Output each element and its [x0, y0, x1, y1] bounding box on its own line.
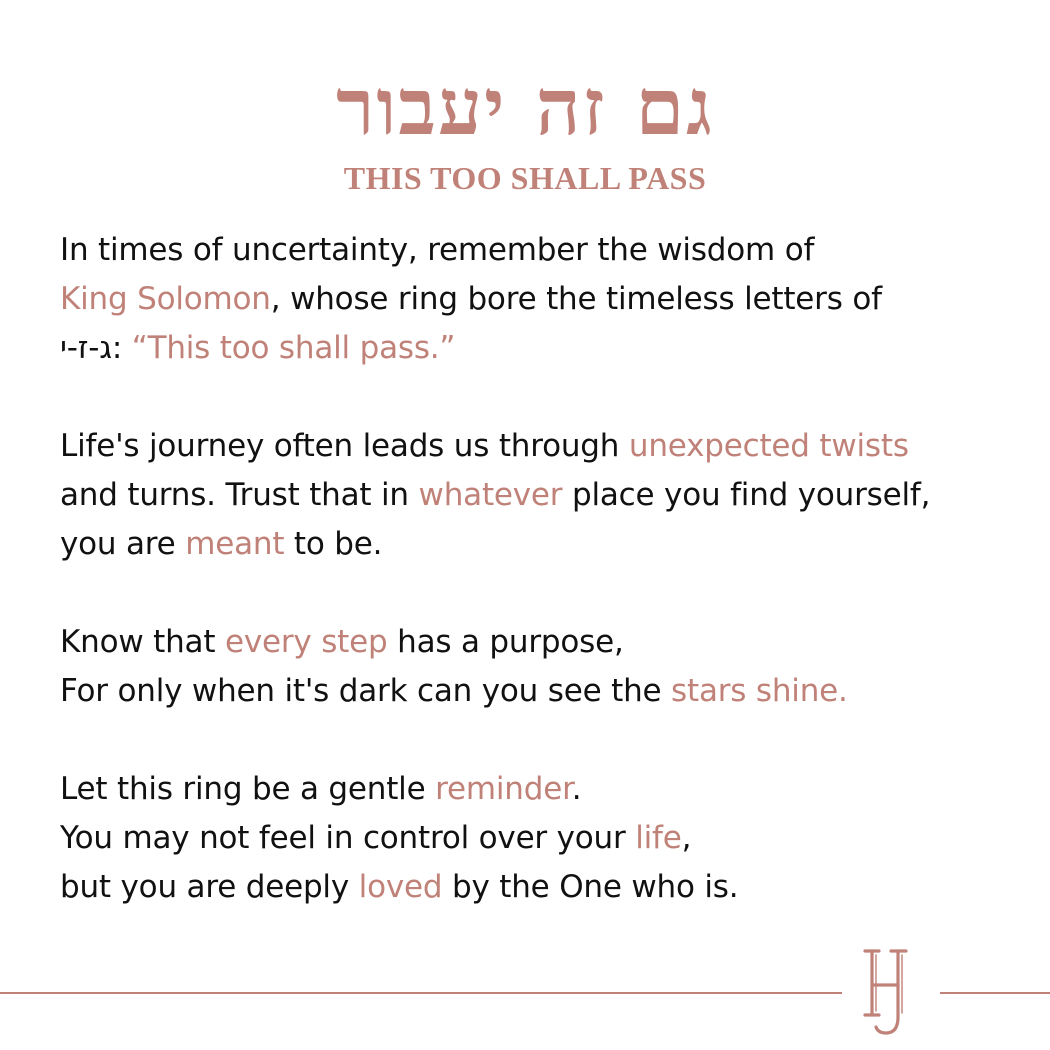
- text-span: You may not feel in control over your: [60, 820, 636, 856]
- text-span: and turns. Trust that in: [60, 477, 419, 513]
- paragraph-3-line-2: [60, 667, 1030, 716]
- paragraph-2-line-1: [60, 422, 1030, 471]
- text-span: Let this ring be a gentle: [60, 771, 436, 807]
- body-text: [60, 226, 1030, 912]
- highlight-life: life: [635, 820, 682, 856]
- paragraph-3-line-1: [60, 618, 1030, 667]
- highlight-stars-shine: stars shine.: [671, 673, 848, 709]
- highlight-unexpected-twists: unexpected twists: [628, 428, 909, 464]
- hj-monogram-icon: [850, 945, 930, 1040]
- paragraph-1-line-1: [60, 226, 1030, 275]
- text-span: .: [571, 771, 582, 807]
- highlight-loved: loved: [358, 869, 443, 905]
- paragraph-2-line-3: [60, 520, 1030, 569]
- text-span: to be.: [284, 526, 383, 562]
- highlight-quote: “This too shall pass.”: [131, 330, 456, 366]
- english-subtitle: THIS TOO SHALL PASS: [343, 160, 707, 196]
- text-span: Life's journey often leads us through: [60, 428, 629, 464]
- text-span: , whose ring bore the timeless letters of: [270, 281, 882, 317]
- text-span: For only when it's dark can you see the: [60, 673, 672, 709]
- paragraph-gap: [60, 716, 1030, 765]
- paragraph-gap: [60, 373, 1030, 422]
- highlight-every-step: every step: [224, 624, 388, 660]
- text-span: has a purpose,: [387, 624, 624, 660]
- highlight-whatever: whatever: [418, 477, 563, 513]
- paragraph-4-line-3: [60, 863, 1030, 912]
- hebrew-initials: ג-ז-י: [60, 330, 112, 366]
- text-span: Know that: [60, 624, 225, 660]
- text-span: by the One who is.: [442, 869, 739, 905]
- text-span: place you find yourself,: [562, 477, 931, 513]
- highlight-reminder: reminder: [435, 771, 572, 807]
- paragraph-1-line-2: [60, 275, 1030, 324]
- text-span: In times of uncertainty, remember the wisdom of: [60, 232, 815, 268]
- highlight-meant: meant: [185, 526, 285, 562]
- paragraph-1-line-3: [60, 324, 1030, 373]
- text-span: you are: [60, 526, 186, 562]
- highlight-king-solomon: King Solomon: [60, 281, 271, 317]
- text-span: :: [111, 330, 132, 366]
- paragraph-4-line-2: [60, 814, 1030, 863]
- paragraph-2-line-2: [60, 471, 1030, 520]
- paragraph-gap: [60, 569, 1030, 618]
- hebrew-title: גם זה יעבור: [336, 62, 714, 153]
- paragraph-4-line-1: [60, 765, 1030, 814]
- footer-divider-right: [940, 992, 1050, 994]
- footer-divider-left: [0, 992, 842, 994]
- text-span: but you are deeply: [60, 869, 359, 905]
- text-span: ,: [681, 820, 692, 856]
